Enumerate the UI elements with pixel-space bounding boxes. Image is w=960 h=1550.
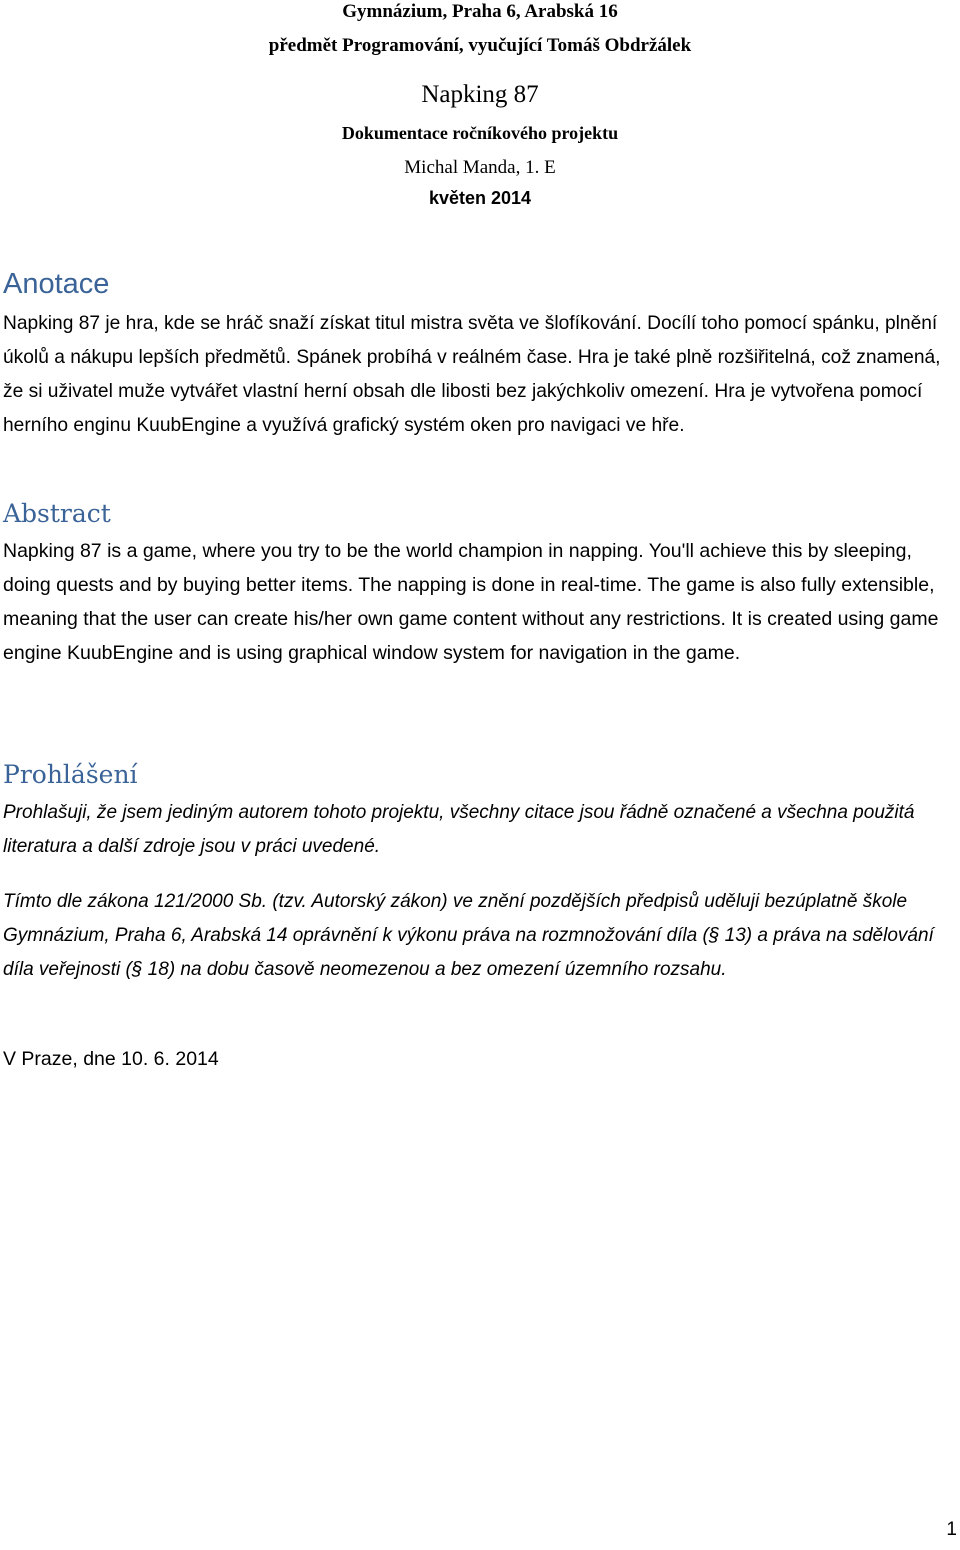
document-type: Dokumentace ročníkového projektu [341, 123, 619, 143]
license-paragraph: Tímto dle zákona 121/2000 Sb. (tzv. Autorský zákon) ve znění pozdějších předpisů uděluji bezúplatně škole Gymnázium, Praha 6, Arabská 14 oprávnění k výkonu práva na rozmnožování díla (§ 13) a práva na sdělování díla veřejnosti (§ 18) na dobu časově neomezenou a bez omezení územního rozsahu. [3, 891, 934, 980]
document-date: květen 2014 [428, 188, 532, 208]
declaration-paragraph: Prohlašuji, že jsem jediným autorem tohoto projektu, všechny citace jsou řádně označené a všechna použitá literatura a další zdroje jsou v práci uvedené. [3, 802, 915, 857]
subject-line: předmět Programování, vyučující Tomáš Obdržálek [268, 35, 692, 56]
document-title: Napking 87 [421, 81, 539, 108]
prohlaseni-heading: Prohlášení [3, 760, 138, 789]
place-date-line: V Praze, dne 10. 6. 2014 [3, 1048, 219, 1070]
anotace-heading: Anotace [3, 268, 110, 300]
school-name: Gymnázium, Praha 6, Arabská 16 [342, 1, 618, 22]
author-line: Michal Manda, 1. E [404, 157, 556, 178]
page-number: 1 [946, 1519, 957, 1540]
anotace-paragraph: Napking 87 je hra, kde se hráč snaží získat titul mistra světa ve šlofíkování. Docílí toho pomocí spánku, plnění úkolů a nákupu lepších předmětů. Spánek probíhá v reálném čase. Hra je také plně rozšiřitelná, což znamená, že si uživatel muže vytvářet vlastní herní obsah dle libosti bez jakýchkoliv omezení. Hra je vytvořena pomocí herního enginu KuubEngine a využívá grafický systém oken pro navigaci ve hře. [3, 313, 941, 436]
abstract-paragraph: Napking 87 is a game, where you try to be the world champion in napping. You'll achieve this by sleeping, doing quests and by buying better items. The napping is done in real-time. The game is also fully extensible, meaning that the user can create his/her own game content without any restrictions. It is created using game engine KuubEngine and is using graphical window system for navigation in the game. [3, 540, 939, 664]
abstract-heading: Abstract [3, 499, 111, 528]
